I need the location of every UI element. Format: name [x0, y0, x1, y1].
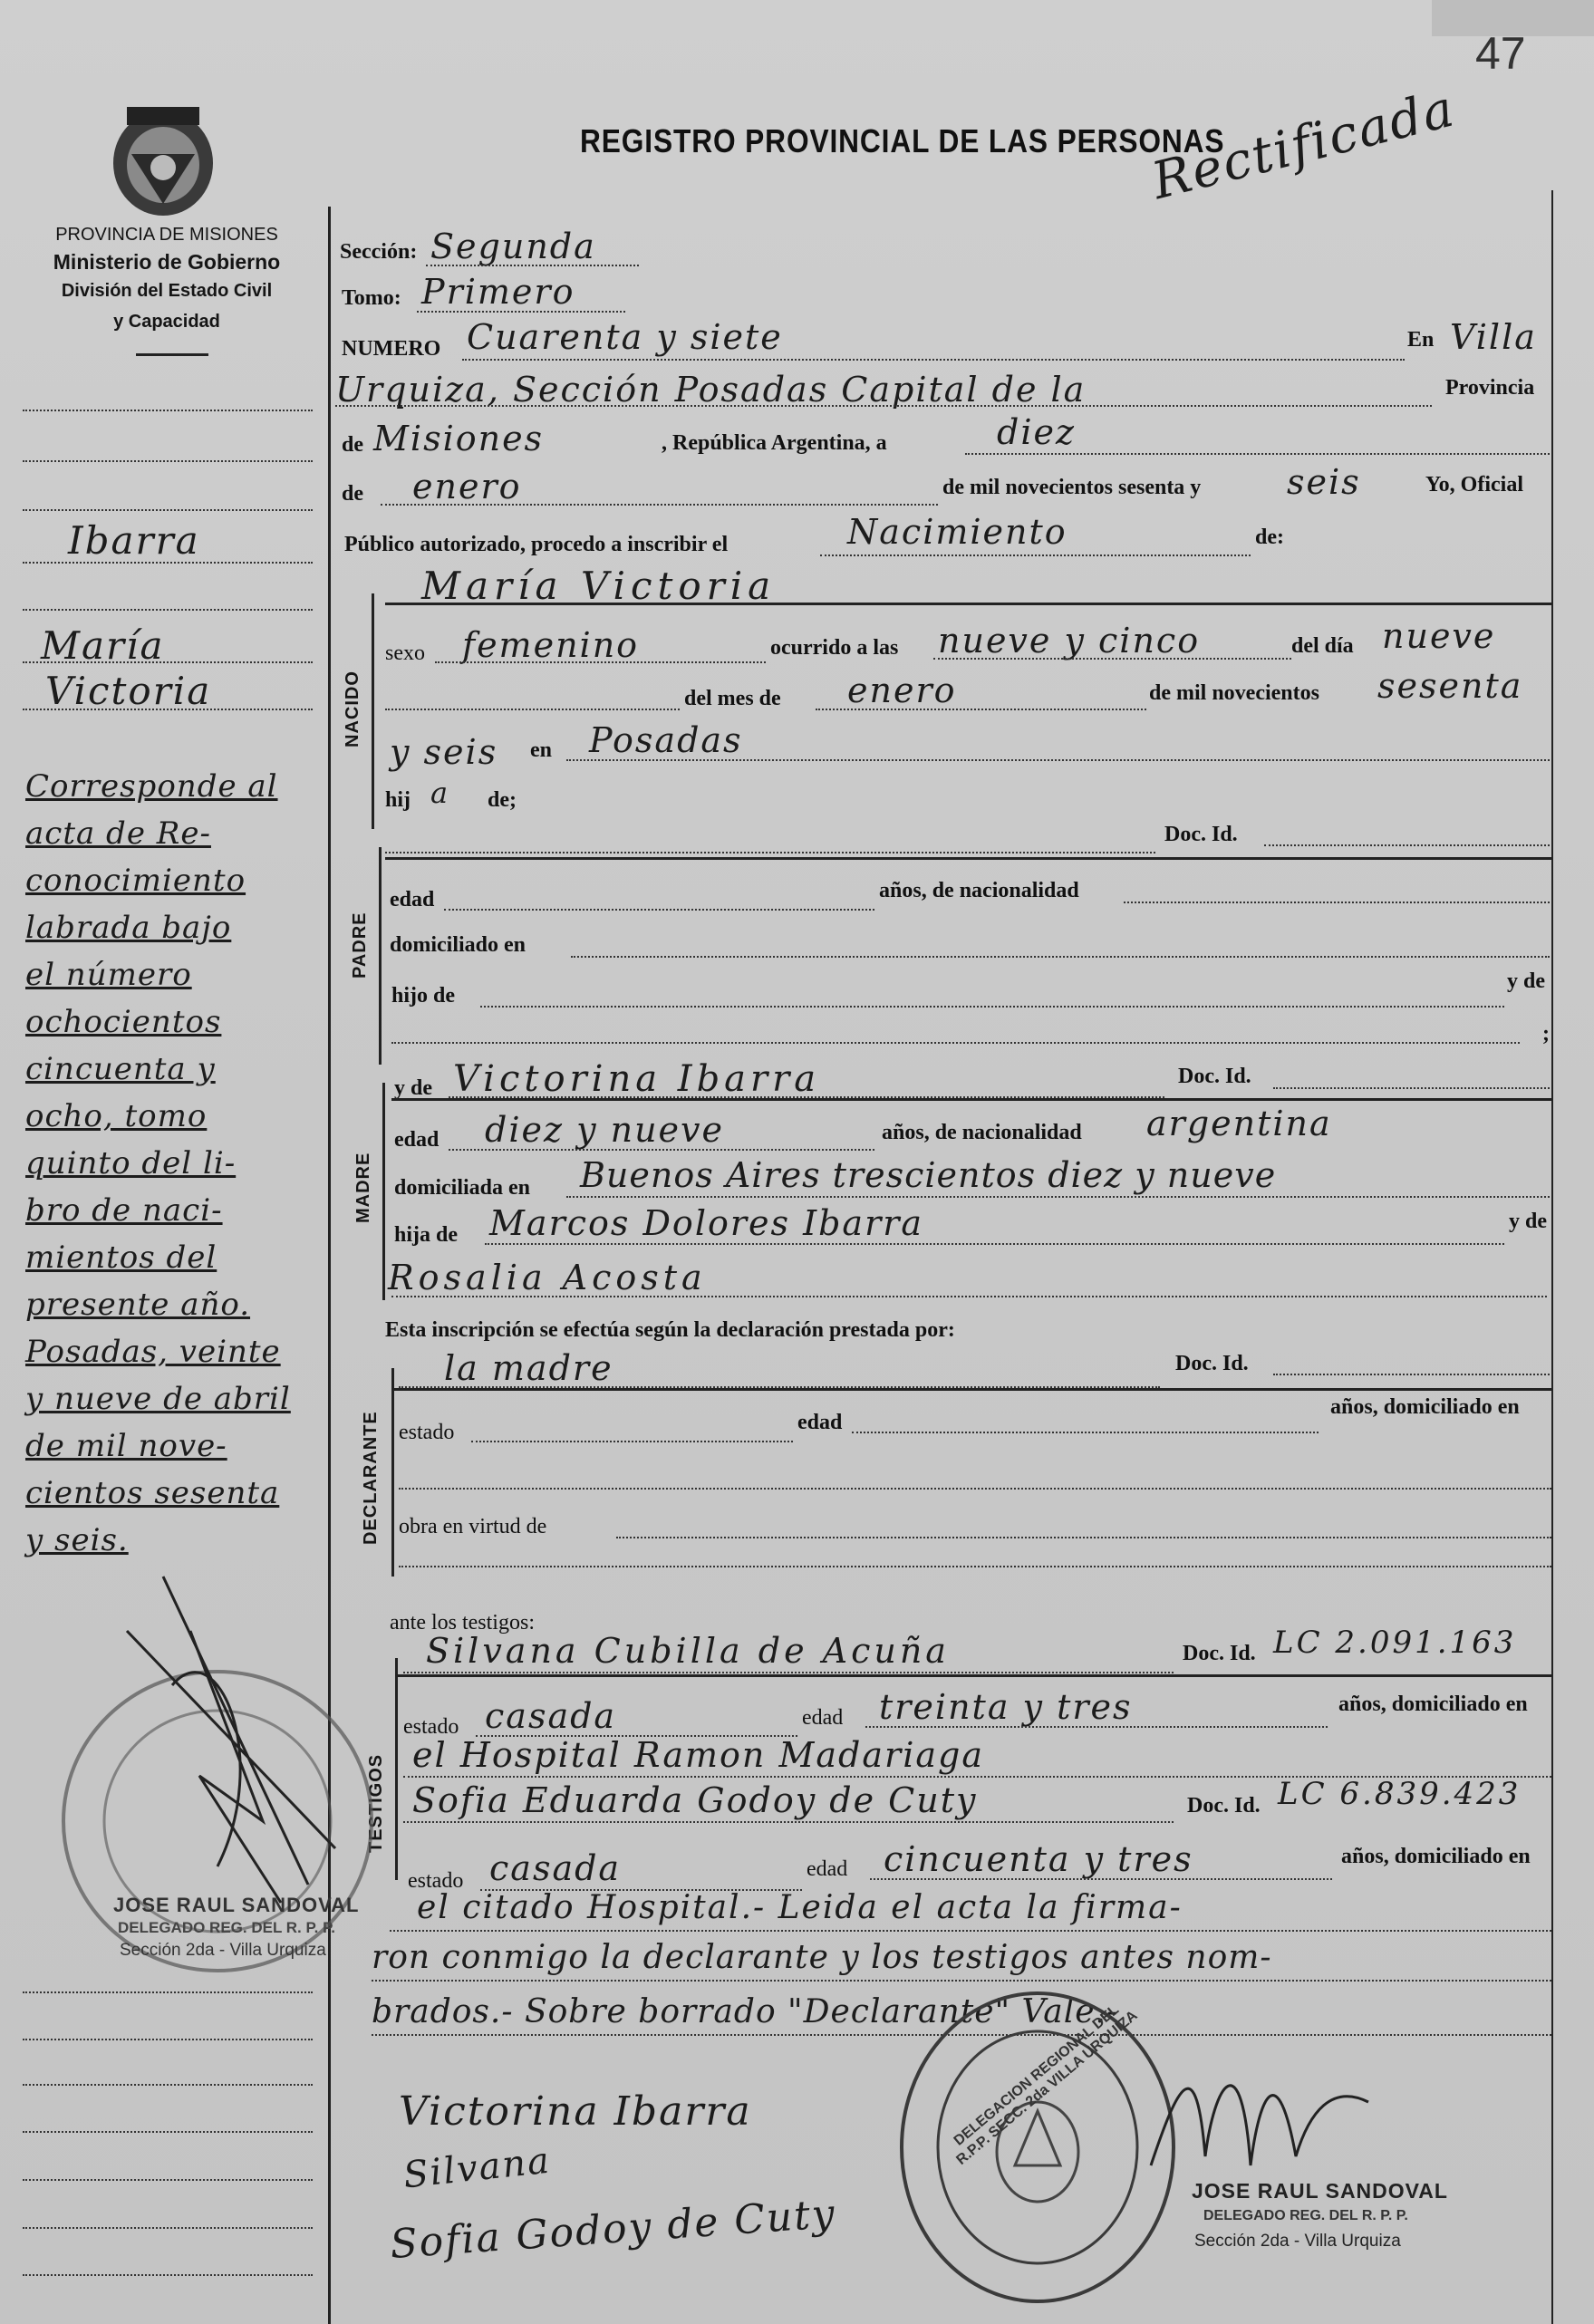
testigo1-estado-value: casada: [485, 1696, 617, 1736]
testigo2-nombre-line: [403, 1821, 1174, 1823]
margin-annotation-line: labrada bajo: [25, 910, 232, 946]
declarante-doc-label: Doc. Id.: [1175, 1352, 1249, 1375]
madre-padres-value: Marcos Dolores Ibarra: [489, 1203, 924, 1243]
margin-annotation-line: acta de Re-: [25, 815, 211, 852]
testigo2-estado-label: estado: [408, 1869, 464, 1893]
testigos-intro: ante los testigos:: [390, 1611, 535, 1635]
nombre-nacido-value: María Victoria: [421, 564, 777, 608]
testigos-section-label: TESTIGOS: [366, 1753, 386, 1853]
sexo-label: sexo: [385, 641, 425, 665]
hij-value: a: [430, 776, 450, 810]
acto-line: [820, 554, 1251, 556]
margin-line-b3: [23, 2084, 313, 2086]
publico-label: Público autorizado, procedo a inscribir el: [344, 533, 729, 556]
testigo1-nombre-line: [403, 1672, 1174, 1673]
testigo2-estado-value: casada: [489, 1848, 622, 1888]
margin-annotation-line: bro de naci-: [25, 1192, 223, 1229]
margin-annotation-line: y seis.: [25, 1522, 129, 1558]
padre-semicolon: ;: [1542, 1022, 1550, 1046]
declarante-doc-line: [1273, 1374, 1550, 1375]
declarante-intro: Esta inscripción se efectúa según la declaración prestada por:: [385, 1318, 955, 1342]
testigo2-edad-value: cincuenta y tres: [884, 1839, 1193, 1879]
dia-nacido-value: nueve: [1382, 616, 1496, 656]
margin-annotation-line: ocho, tomo: [25, 1098, 208, 1134]
closing-line-2: [372, 1980, 1551, 1982]
testigo2-nombre-value: Sofia Eduarda Godoy de Cuty: [412, 1780, 978, 1820]
del-dia-label: del día: [1291, 634, 1354, 658]
margin-annotation-line: de mil nove-: [25, 1428, 227, 1464]
margin-annotation-line: quinto del li-: [25, 1145, 237, 1181]
testigo1-doc-value: LC 2.091.163: [1273, 1625, 1517, 1661]
en-value: Villa: [1450, 317, 1537, 357]
republica-label: , República Argentina, a: [662, 431, 887, 455]
testigo1-nombre-value: Silvana Cubilla de Acuña: [426, 1631, 950, 1671]
de-colon-label: de:: [1255, 526, 1284, 549]
hij-de-label: de;: [488, 788, 517, 812]
padre-domicilio-label: domiciliado en: [390, 933, 527, 957]
header-underline: [136, 353, 208, 356]
mes-nacido-value: enero: [847, 670, 957, 710]
padre-edad-line: [444, 909, 874, 911]
padre-nacionalidad-label: años, de nacionalidad: [879, 879, 1079, 902]
declarante-estado-line: [471, 1441, 793, 1442]
de-label: de: [342, 433, 363, 457]
margin-annotation-line: el número: [25, 957, 192, 993]
testigo1-edad-line: [865, 1726, 1328, 1728]
signature-witness-2: Sofia Godoy de Cuty: [388, 2190, 838, 2269]
margin-annotation-line: y nueve de abril: [25, 1381, 291, 1417]
margin-annotation-line: conocimiento: [25, 863, 246, 899]
margin-line-5: [23, 609, 313, 611]
page-number: 47: [1475, 28, 1526, 79]
margin-annotation-line: Corresponde al: [25, 768, 278, 805]
padre-domicilio-line: [571, 956, 1550, 958]
acto-value: Nacimiento: [847, 512, 1067, 552]
declarante-nombre-value: la madre: [444, 1348, 613, 1388]
testigos-bracket: [395, 1658, 398, 1880]
lugar-line: [335, 405, 1432, 407]
padre-name-line: [385, 852, 1155, 853]
nacido-bracket: [372, 593, 374, 829]
margin-divider: [328, 207, 331, 2324]
testigo1-estado-label: estado: [403, 1715, 459, 1739]
tomo-value: Primero: [421, 272, 575, 312]
margin-name-1: María: [41, 623, 165, 668]
margin-annotation-line: mientos del: [25, 1239, 217, 1276]
ministry-name: Ministerio de Gobierno: [53, 250, 281, 274]
testigo1-domicilio-value: el Hospital Ramon Madariaga: [412, 1735, 984, 1775]
margin-line-b7: [23, 2274, 313, 2276]
margin-line-3: [23, 509, 313, 511]
signature-mother: Victorina Ibarra: [399, 2088, 752, 2135]
closing-line-1: [390, 1930, 1551, 1932]
margin-annotation-line: presente año.: [25, 1287, 251, 1323]
anio-value: seis: [1287, 462, 1361, 502]
stamp-left-title: DELEGADO REG. DEL R. P. P.: [118, 1919, 335, 1936]
madre-yde-label: y de: [394, 1076, 432, 1100]
stamp-right-section: Sección 2da - Villa Urquiza: [1194, 2232, 1401, 2251]
signature-witness-1: Silvana: [401, 2139, 554, 2197]
round-official-stamp-icon: [893, 1984, 1183, 2310]
mil-label: de mil novecientos sesenta y: [942, 476, 1202, 499]
margin-line-2: [23, 460, 313, 462]
division-line-2: y Capacidad: [113, 312, 220, 332]
madre-nombre-value: Victorina Ibarra: [453, 1058, 821, 1100]
sexo-line: [435, 661, 766, 663]
dia-value: diez: [997, 412, 1076, 452]
madre-section-label: MADRE: [353, 1152, 373, 1223]
testigo1-domicilio-label: años, domiciliado en: [1338, 1692, 1528, 1716]
del-mes-label: del mes de: [684, 687, 781, 710]
official-scribble-signature-icon: [1142, 2030, 1377, 2184]
madre-rule: [391, 1098, 1551, 1101]
padre-doc-line: [1264, 844, 1550, 846]
declarante-edad-label: edad: [797, 1411, 843, 1434]
margin-line-b5: [23, 2179, 313, 2181]
margin-line-1: [23, 410, 313, 411]
de-label-2: de: [342, 482, 363, 506]
testigo2-edad-line: [870, 1878, 1332, 1880]
padre-hijo-label: hijo de: [391, 984, 456, 1008]
margin-line-b1: [23, 1991, 313, 1993]
declarante-edad-line: [852, 1432, 1319, 1433]
margin-annotation-line: Posadas, veinte: [25, 1334, 281, 1370]
margin-line-b4: [23, 2131, 313, 2133]
en-label: En: [1407, 328, 1435, 352]
madre-bracket: [382, 1083, 385, 1300]
tomo-line: [417, 311, 625, 313]
madre-nacionalidad-label: años, de nacionalidad: [882, 1121, 1082, 1144]
madre-domicilio-label: domiciliada en: [394, 1176, 531, 1200]
margin-line-b2: [23, 2039, 313, 2040]
nombre-rule: [385, 603, 1551, 605]
madre-edad-value: diez y nueve: [485, 1110, 725, 1150]
hij-label: hij: [385, 788, 411, 812]
anio-nacido-value: sesenta: [1377, 666, 1523, 706]
padre-edad-label: edad: [390, 888, 435, 911]
ocurrido-label: ocurrido a las: [770, 636, 899, 660]
stamp-left-name: JOSE RAUL SANDOVAL: [113, 1894, 360, 1916]
register-title: REGISTRO PROVINCIAL DE LAS PERSONAS: [580, 122, 1225, 159]
testigo1-edad-value: treinta y tres: [879, 1687, 1133, 1727]
provincia-value: Misiones: [373, 419, 545, 458]
declarante-obra-label: obra en virtud de: [399, 1515, 547, 1538]
numero-line: [462, 359, 1405, 361]
madre-doc-label: Doc. Id.: [1178, 1065, 1251, 1088]
mes-line: [381, 504, 938, 506]
madre-hija-label: hija de: [394, 1223, 459, 1247]
mil-nacido-label: de mil novecientos: [1149, 681, 1319, 705]
testigo2-doc-value: LC 6.839.423: [1278, 1776, 1522, 1812]
margin-name-2: Victoria: [45, 669, 212, 713]
padre-section-label: PADRE: [350, 911, 370, 979]
madre-domicilio-value: Buenos Aires trescientos diez y nueve: [580, 1155, 1277, 1195]
seccion-line: [426, 265, 639, 266]
madre-padres-line: [485, 1243, 1504, 1245]
madre-edad-label: edad: [394, 1128, 440, 1152]
madre-nacionalidad-value: argentina: [1146, 1104, 1332, 1143]
padre-rule: [385, 857, 1551, 860]
declarante-domicilio-label: años, domiciliado en: [1330, 1395, 1520, 1419]
madre-yde2-label: y de: [1509, 1210, 1547, 1233]
testigo2-domicilio-label: años, domiciliado en: [1341, 1845, 1531, 1868]
stamp-left-section: Sección 2da - Villa Urquiza: [120, 1941, 326, 1960]
declarante-extra-line: [399, 1566, 1551, 1567]
declarante-section-label: DECLARANTE: [361, 1411, 381, 1545]
blank-line-1: [385, 709, 680, 710]
numero-value: Cuarenta y siete: [467, 317, 783, 357]
closing-text-2: brados.- Sobre borrado "Declarante" Vale.-: [372, 1993, 1119, 2030]
margin-line-4: [23, 562, 313, 564]
anio-nacido-value-2: y seis: [390, 732, 498, 772]
yo-oficial-label: Yo, Oficial: [1425, 473, 1523, 497]
margin-annotation-line: ochocientos: [25, 1004, 222, 1040]
testigos-rule: [397, 1674, 1551, 1677]
declarante-obra-line: [616, 1537, 1551, 1538]
testigo2-edad-label: edad: [807, 1857, 848, 1881]
declarante-bracket: [391, 1368, 394, 1577]
dia-line: [965, 453, 1550, 455]
margin-line-7: [23, 709, 313, 710]
lugar-value: Urquiza, Sección Posadas Capital de la: [335, 370, 1087, 410]
numero-label: NUMERO: [342, 337, 441, 361]
madre-madre-value: Rosalia Acosta: [388, 1258, 707, 1297]
testigo1-doc-label: Doc. Id.: [1183, 1642, 1256, 1665]
margin-line-6: [23, 661, 313, 663]
lugar-nacido-line: [566, 759, 1550, 761]
padre-nacionalidad-line: [1124, 902, 1550, 903]
declarante-estado-label: estado: [399, 1421, 455, 1444]
tomo-label: Tomo:: [342, 286, 401, 310]
madre-madre-line: [391, 1296, 1547, 1297]
margin-surname: Ibarra: [68, 518, 200, 563]
madre-domicilio-line: [566, 1196, 1550, 1198]
mes-nacido-line: [816, 709, 1146, 710]
right-border: [1551, 190, 1553, 2324]
padre-bracket: [379, 847, 382, 1065]
province-name: PROVINCIA DE MISIONES: [55, 225, 278, 245]
declarante-rule: [394, 1388, 1551, 1391]
round-stamp-text: DELEGACION REGIONAL DEL R.P.P. SECC. 2da VILLA URQUIZA: [951, 2001, 1141, 2168]
declarante-domicilio-line: [399, 1488, 1551, 1490]
margin-annotation-line: cincuenta y: [25, 1051, 216, 1087]
stamp-right-title: DELEGADO REG. DEL R. P. P.: [1203, 2208, 1408, 2223]
province-seal-icon: [104, 100, 222, 222]
margin-annotation-line: cientos sesenta: [25, 1475, 280, 1511]
padre-doc-label: Doc. Id.: [1164, 823, 1238, 846]
testigo1-edad-label: edad: [802, 1706, 844, 1730]
seccion-value: Segunda: [430, 227, 596, 266]
padre-yde-label: y de: [1507, 969, 1545, 993]
lugar-nacido-value: Posadas: [589, 720, 743, 760]
stamp-right-name: JOSE RAUL SANDOVAL: [1192, 2179, 1448, 2203]
margin-line-b6: [23, 2227, 313, 2229]
padre-hijo-line: [480, 1006, 1504, 1008]
madre-edad-line: [449, 1149, 874, 1151]
testigo2-domicilio-value: el citado Hospital.- Leida el acta la firma-: [417, 1889, 1183, 1926]
hora-line: [933, 658, 1291, 660]
hora-value: nueve y cinco: [938, 621, 1201, 661]
padre-yde-line: [391, 1042, 1520, 1044]
provincia-label: Provincia: [1445, 376, 1535, 400]
division-line-1: División del Estado Civil: [61, 281, 273, 301]
sexo-value: femenino: [462, 625, 640, 665]
closing-text-1: ron conmigo la declarante y los testigos antes nom-: [372, 1939, 1272, 1976]
rectificada-signature: Rectificada: [1146, 79, 1462, 212]
seccion-label: Sección:: [340, 240, 418, 264]
nacido-section-label: NACIDO: [343, 670, 362, 747]
madre-doc-line: [1273, 1087, 1550, 1089]
mes-value: enero: [412, 467, 522, 506]
testigo2-doc-label: Doc. Id.: [1187, 1794, 1261, 1818]
en-nacido-label: en: [530, 738, 552, 762]
